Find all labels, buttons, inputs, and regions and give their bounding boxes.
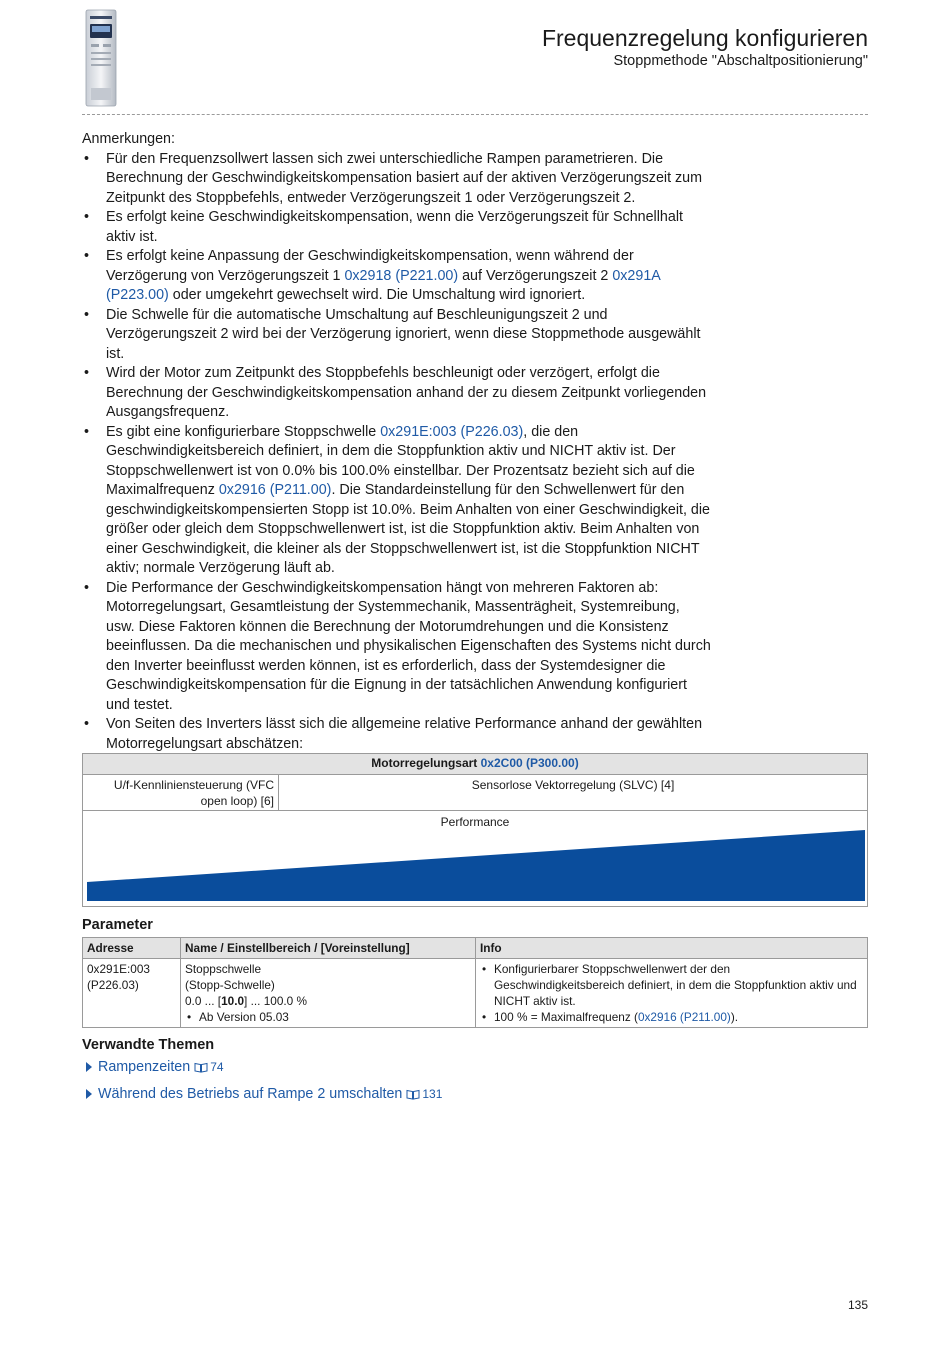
parameter-code: (P226.03) [87,978,139,992]
parameter-name: Stoppschwelle [185,962,262,976]
parameter-range: 0.0 ... [10.0] ... 100.0 % [185,994,308,1008]
list-item-text: Die Performance der Geschwindigkeitskompensation hängt von mehreren Faktoren ab: Motorregelungsart, Gesamtleistung der Systemmechanik, Massenträgheit, Systemreibung, usw. Diese Faktoren können die Berechnung der Motorumdrehungen und die Konsistenz beeinflussen. Da die mechanischen und physikalischen Eigenschaften des Systems nicht durch den Inverter beeinflusst werden können, ist es erforderlich, dass der Systemdesigner die Geschwindigkeitskompensation für die Eignung in der tatsächlichen Anwendung konfiguriert und testet. [106,579,711,713]
notes-section [82,130,712,754]
related-link-page: 131 [422,1087,443,1101]
parameter-table [82,937,868,1028]
book-icon [406,1089,420,1100]
column-header-name: Name / Einstellbereich / [Voreinstellung] [181,938,476,959]
parameter-address: 0x291E:003 [87,962,150,976]
notes-list [82,150,712,755]
related-link-label: Rampenzeiten [98,1059,191,1075]
parameter-default: 10.0 [221,994,245,1008]
arrow-right-icon [86,1089,92,1099]
list-item-text: Von Seiten des Inverters lässt sich die allgemeine relative Performance anhand der gewählten Motorregelungsart abschätzen: [106,716,703,752]
list-item-text: Wird der Motor zum Zeitpunkt des Stoppbefehls beschleunigt oder verzögert, erfolgt die Berechnung der Geschwindigkeitskompensation anhand der zu diesem Zeitpunkt vorliegenden Ausgangsfrequenz. [106,365,707,420]
parameter-alt-name: (Stopp-Schwelle) [185,978,275,992]
parameter-version: • Ab Version 05.03 [185,1009,471,1025]
arrow-right-icon [86,1062,92,1072]
column-header-info: Info [476,938,868,959]
performance-table-header [83,754,867,775]
max-frequency-link[interactable]: 0x2916 (P211.00) [637,1010,731,1024]
related-link-label: Während des Betriebs auf Rampe 2 umschalten [98,1086,403,1102]
vfc-column: U/f-Kennliniensteuerung (VFC open loop) [6] [83,775,279,810]
performance-label: Performance [440,815,510,829]
related-link-rampenzeiten[interactable] [86,1059,224,1075]
list-item [82,423,712,579]
inverter-device-image [82,8,120,108]
motor-control-label: Motorregelungsart [371,756,481,770]
motor-control-link[interactable]: 0x2C00 (P300.00) [480,756,579,770]
list-item-text: Es gibt eine konfigurierbare Stoppschwelle [106,423,381,440]
list-item-text: oder umgekehrt gewechselt wird. Die Umschaltung wird ignoriert. [168,287,586,303]
notes-heading: Anmerkungen: [82,131,175,147]
parameter-link[interactable]: 0x2918 (P221.00) [344,267,459,284]
list-item-text: Für den Frequenzsollwert lassen sich zwei unterschiedliche Rampen parametrieren. Die Berechnung der Geschwindigkeitskompensation basiert auf der aktiven Verzögerungszeit zum Zeitpunkt des Stoppbefehls, entweder Verzögerungszeit 1 oder Verzögerungszeit 2. [106,150,703,206]
parameter-link[interactable]: 0x291A (P223.00) [106,267,661,303]
performance-wedge-shape [87,830,865,901]
related-link-rampe-2[interactable] [86,1086,442,1102]
table-row [83,959,868,1028]
column-header-address: Adresse [83,938,181,959]
header-divider [82,114,868,115]
parameter-heading: Parameter [82,917,153,933]
parameter-info-1: • Konfigurierbarer Stoppschwellenwert der den Geschwindigkeitsbereich definiert, in dem die Stoppfunktion aktiv und NICHT aktiv ist. [480,961,863,1009]
parameter-link[interactable]: 0x291E:003 (P226.03) [380,423,524,440]
performance-table [82,753,868,907]
list-item-text: . Die Standardeinstellung für den Schwellenwert für den geschwindigkeitskompensierten Stopp ist 10.0%. Beim Anhalten von einer Geschwindigkeit, die größer oder gleich dem Stoppschwellenwert ist, ist die Stoppfunktion aktiv. Beim Anhalten von einer Geschwindigkeit, die kleiner als der Stoppschwellenwert ist, ist die Stoppfunktion NICHT aktiv; normale Verzögerung läuft ab. [106,482,710,576]
page-title: Frequenzregelung konfigurieren [541,25,868,51]
performance-wedge [87,830,865,901]
list-item-text: Es erfolgt keine Geschwindigkeitskompensation, wenn die Verzögerungszeit für Schnellhalt aktiv ist. [106,209,683,245]
list-item [82,715,712,754]
list-item [82,208,712,247]
list-item [82,150,712,209]
page-subtitle: Stoppmethode "Abschaltpositionierung" [613,53,868,69]
related-topics-heading: Verwandte Themen [82,1037,215,1053]
list-item-text: Es erfolgt keine Anpassung der Geschwindigkeitskompensation, wenn während der Verzögerung von Verzögerungszeit 1 [106,248,634,284]
list-item-text: Die Schwelle für die automatische Umschaltung auf Beschleunigungszeit 2 und Verzögerungszeit 2 wird bei der Verzögerung ignoriert, wenn diese Stoppmethode ausgewählt ist. [106,306,701,362]
book-icon [194,1062,208,1073]
parameter-info-2: • 100 % = Maximalfrequenz (0x2916 (P211.00)). [480,1009,863,1025]
list-item [82,306,712,365]
list-item [82,579,712,716]
related-link-page: 74 [210,1060,224,1074]
slvc-column: Sensorlose Vektorregelung (SLVC) [4] [471,778,675,792]
page-number: 135 [847,1298,868,1312]
list-item [82,364,712,423]
list-item-text: auf Verzögerungszeit 2 [458,267,613,284]
list-item [82,247,712,306]
parameter-link[interactable]: 0x2916 (P211.00) [218,482,332,498]
list-item-text: , die den Geschwindigkeitsbereich definiert, in dem die Stoppfunktion aktiv und NICHT aktiv ist. Der Stoppschwellenwert ist von 0.0% bis 100.0% einstellbar. Der Prozentsatz bezieht sich auf die Maximalfrequenz [106,423,695,498]
